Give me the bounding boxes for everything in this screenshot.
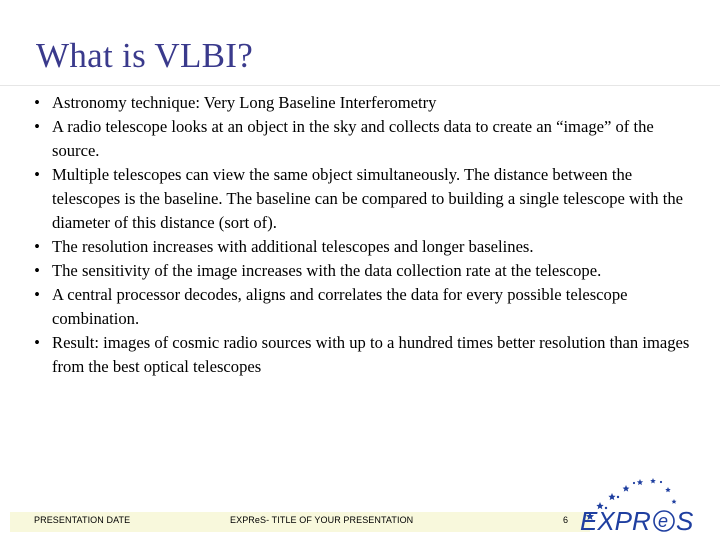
footer-presentation-title: EXPReS- TITLE OF YOUR PRESENTATION — [230, 515, 414, 525]
bullet-dot: • — [34, 237, 40, 256]
bullet-text: The resolution increases with additional telescopes and longer baselines. — [52, 237, 534, 256]
bullet-text: Multiple telescopes can view the same object simultaneously. The distance between the telescopes is the baseline. The baseline can be compared to building a single telescope with the diameter of this distance (sort of). — [52, 165, 683, 232]
bullet-text: A radio telescope looks at an object in the sky and collects data to create an “image” of the source. — [52, 117, 654, 160]
bullet-dot: • — [34, 165, 40, 184]
expres-logo — [578, 475, 714, 535]
bullet-item — [30, 115, 690, 163]
logo-text-left: EXPR — [580, 506, 651, 535]
bullet-text: A central processor decodes, aligns and correlates the data for every possible telescope combination. — [52, 285, 628, 328]
logo-text-e: e — [658, 511, 669, 531]
expres-logo-stars-icon — [578, 475, 714, 535]
bullet-dot: • — [34, 285, 40, 304]
bullet-item — [30, 91, 690, 115]
bullet-text: The sensitivity of the image increases with the data collection rate at the telescope. — [52, 261, 602, 280]
bullet-text: Result: images of cosmic radio sources with up to a hundred times better resolution than images from the best optical telescopes — [52, 333, 690, 376]
bullet-dot: • — [34, 261, 40, 280]
bullet-item — [30, 283, 690, 331]
bullet-item — [30, 163, 690, 235]
footer-date: PRESENTATION DATE — [34, 515, 131, 525]
bullet-dot: • — [34, 117, 40, 136]
slide-title: What is VLBI? — [36, 36, 254, 75]
bullet-item — [30, 235, 690, 259]
bullet-list — [30, 91, 690, 379]
logo-text-right: S — [676, 506, 694, 535]
footer-page-number: 6 — [563, 515, 569, 525]
bullet-item — [30, 331, 690, 379]
title-divider — [0, 85, 720, 86]
bullet-item — [30, 259, 690, 283]
bullet-text: Astronomy technique: Very Long Baseline Interferometry — [52, 93, 437, 112]
bullet-dot: • — [34, 333, 40, 352]
bullet-dot: • — [34, 93, 40, 112]
